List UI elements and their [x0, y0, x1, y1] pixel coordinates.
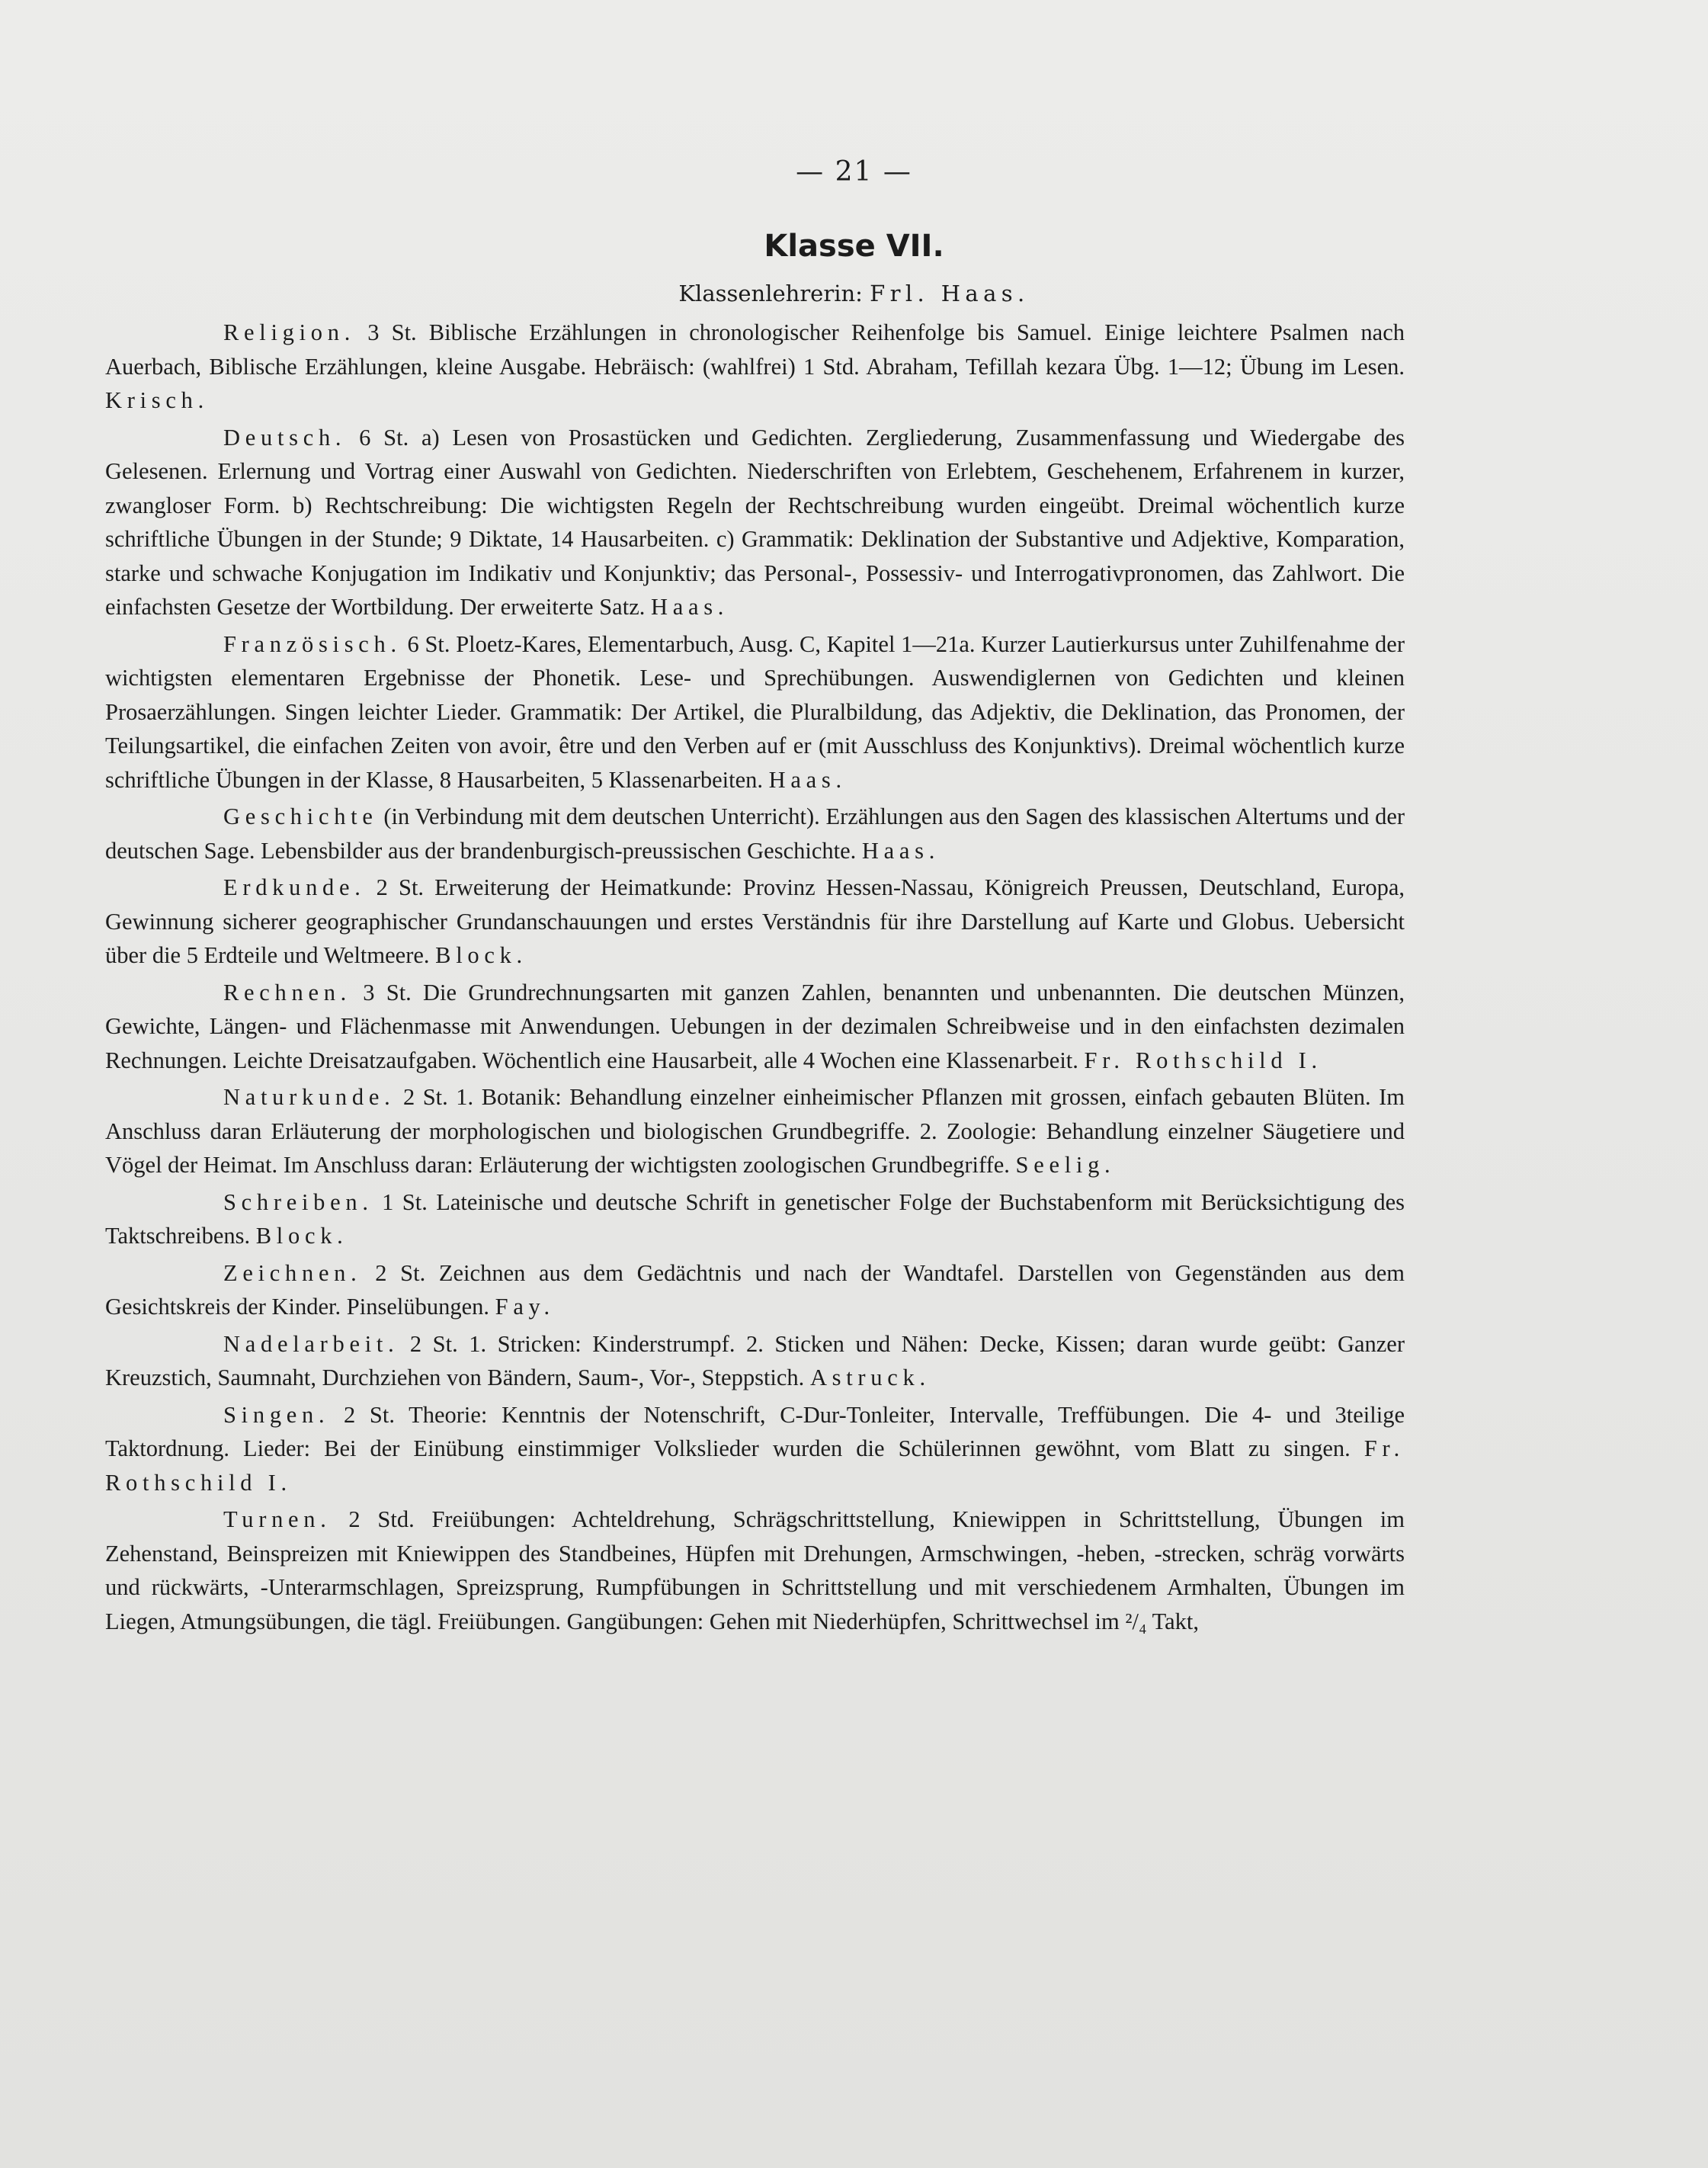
page-number: — 21 —: [796, 156, 912, 188]
subject-label: Nadelarbeit.: [223, 1330, 399, 1357]
paragraph-erdkunde: [105, 871, 1405, 973]
paragraph-text: 6 St. a) Lesen von Prosastücken und Gedichten. Zergliederung, Zusammenfassung und Wiedergabe des Gelesenen. Erlernung und Vortrag einer Auswahl von Gedichten. Niederschriften von Erlebtem, Geschehenem, Erfahrenem in kurzer, zwangloser Form. b) Rechtschreibung: Die wichtigsten Regeln der Rechtschreibung wurden eingeübt. Dreimal wöchentlich kurze schriftliche Übungen in der Stunde; 9 Diktate, 14 Hausarbeiten. c) Grammatik: Deklination der Substantive und Adjektive, Komparation, starke und schwache Konjugation im Indikativ und Konjunktiv; das Personal-, Possessiv- und Interrogativpronomen, das Zahlwort. Die einfachsten Gesetze der Wortbildung. Der erweiterte Satz.: [105, 424, 1405, 620]
teacher-signature: Block.: [255, 1223, 348, 1249]
subject-label: Naturkunde.: [223, 1084, 396, 1110]
teacher-signature: Haas.: [768, 766, 847, 793]
paragraph-religion: [105, 316, 1405, 418]
paragraph-text: 2 St. 1. Botanik: Behandlung einzelner einheimischer Pflanzen mit grossen, einfach gebauten Blüten. Im Anschluss daran Erläuterung der morphologischen und biologischen Grundbegriffe. 2. Zoologie: Behandlung einzelner Säugetiere und Vögel der Heimat. Im Anschluss daran: Erläuterung der wichtigsten zoologischen Grundbegriffe.: [105, 1084, 1405, 1178]
teacher-signature: Fr. Rothschild I.: [1084, 1047, 1322, 1073]
paragraph-naturkunde: [105, 1080, 1405, 1182]
teacher-signature: Astruck.: [809, 1365, 931, 1390]
teacher-signature: Seelig.: [1015, 1152, 1116, 1178]
teacher-name: Frl. Haas.: [870, 281, 1030, 306]
curriculum-text: [105, 316, 1405, 1641]
subject-label: Religion.: [223, 319, 356, 345]
teacher-signature: Fr. Rothschild I.: [105, 1435, 1405, 1496]
paragraph-franzoesisch: [105, 627, 1405, 797]
teacher-signature: Haas.: [861, 837, 941, 864]
paragraph-deutsch: [105, 421, 1405, 624]
subject-label: Schreiben.: [223, 1188, 373, 1215]
paragraph-text: 6 St. Ploetz-Kares, Elementarbuch, Ausg. C, Kapitel 1—21a. Kurzer Lautierkursus unter Zuhilfenahme der wichtigsten elementaren Ergebnisse der Phonetik. Lese- und Sprechübungen. Auswendiglernen von Gedichten und kleinen Prosaerzählungen. Singen leichter Lieder. Grammatik: Der Artikel, die Pluralbildung, das Adjektiv, die Deklination, das Pronomen, der Teilungsartikel, die einfachen Zeiten von avoir, être und den Verben auf er (mit Ausschluss des Konjunktivs). Dreimal wöchentlich kurze schriftliche Übungen in der Klasse, 8 Hausarbeiten, 5 Klassenarbeiten.: [105, 630, 1405, 793]
subject-label: Singen.: [223, 1401, 330, 1428]
teacher-signature: Block.: [435, 942, 527, 968]
paragraph-text: 2 St. Zeichnen aus dem Gedächtnis und nach der Wandtafel. Darstellen von Gegenständen aus dem Gesichtskreis der Kinder. Pinselübungen.: [105, 1259, 1405, 1320]
subject-label: Französisch.: [223, 630, 402, 657]
paragraph-zeichnen: [105, 1256, 1405, 1324]
paragraph-text: 3 St. Die Grundrechnungsarten mit ganzen Zahlen, benannten und unbenannten. Die deutschen Münzen, Gewichte, Längen- und Flächenmasse mit Anwendungen. Uebungen in der dezimalen Schreibweise und in den einfachsten dezimalen Rechnungen. Leichte Dreisatzaufgaben. Wöchentlich eine Hausarbeit, alle 4 Wochen eine Klassenarbeit.: [105, 979, 1405, 1073]
paragraph-text: 2 St. Erweiterung der Heimatkunde: Provinz Hessen-Nassau, Königreich Preussen, Deutschland, Europa, Gewinnung sicherer geographischer Grundanschauungen und erstes Verständnis für ihre Darstellung auf Karte und Globus. Uebersicht über die 5 Erdteile und Weltmeere.: [105, 874, 1405, 968]
subject-label: Zeichnen.: [223, 1259, 362, 1286]
paragraph-geschichte: [105, 800, 1405, 868]
teacher-label: Klassenlehrerin:: [678, 281, 863, 306]
paragraph-singen: [105, 1398, 1405, 1500]
paragraph-text: 3 St. Biblische Erzählungen in chronologischer Reihenfolge bis Samuel. Einige leichtere Psalmen nach Auerbach, Biblische Erzählungen, kleine Ausgabe. Hebräisch: (wahlfrei) 1 Std. Abraham, Tefillah kezara Übg. 1—12; Übung im Lesen.: [105, 319, 1405, 380]
teacher-signature: Fay.: [495, 1294, 555, 1320]
paragraph-text: 2 Std. Freiübungen: Achteldrehung, Schrägschrittstellung, Kniewippen in Schrittstellung, Übungen im Zehenstand, Beinspreizen mit Kniewippen des Standbeines, Hüpfen mit Drehungen, Armschwingen, -heben, -strecken, schräg vorwärts und rückwärts, -Unterarmschlagen, Spreizsprung, Rumpfübungen in Schrittstellung und mit verschiedenem Armhalten, Übungen im Liegen, Atmungsübungen, die tägl. Freiübungen. Gangübungen: Gehen mit Niederhüpfen, Schrittwechsel im ²/₄ Takt,: [105, 1506, 1405, 1634]
paragraph-text: 1 St. Lateinische und deutsche Schrift in genetischer Folge der Buchstabenform mit Berücksichtigung des Taktschreibens.: [105, 1188, 1405, 1249]
paragraph-schreiben: [105, 1185, 1405, 1253]
subject-label: Geschichte: [223, 803, 378, 829]
paragraph-text: 2 St. 1. Stricken: Kinderstrumpf. 2. Sticken und Nähen: Decke, Kissen; daran wurde geübt: Ganzer Kreuzstich, Saumnaht, Durchziehen von Bändern, Saum-, Vor-, Steppstich.: [105, 1330, 1405, 1390]
paragraph-text: (in Verbindung mit dem deutschen Unterricht). Erzählungen aus den Sagen des klassischen Altertums und der deutschen Sage. Lebensbilder aus der brandenburgisch-preussischen Geschichte.: [105, 803, 1405, 864]
subject-label: Deutsch.: [223, 424, 347, 451]
teacher-signature: Krisch.: [105, 387, 209, 413]
paragraph-nadelarbeit: [105, 1327, 1405, 1395]
paragraph-turnen: [105, 1503, 1405, 1638]
teacher-signature: Haas.: [650, 594, 729, 620]
class-title: Klasse VII.: [764, 229, 944, 264]
subject-label: Turnen.: [223, 1506, 332, 1532]
paragraph-rechnen: [105, 976, 1405, 1078]
class-teacher-line: [0, 281, 1708, 306]
paragraph-text: 2 St. Theorie: Kenntnis der Notenschrift, C-Dur-Tonleiter, Intervalle, Treffübungen. Die 4- und 3teilige Taktordnung. Lieder: Bei der Einübung einstimmiger Volkslieder wurden die Schülerinnen gewöhnt, vom Blatt zu singen.: [105, 1401, 1405, 1461]
subject-label: Rechnen.: [223, 979, 352, 1005]
subject-label: Erdkunde.: [223, 874, 366, 900]
